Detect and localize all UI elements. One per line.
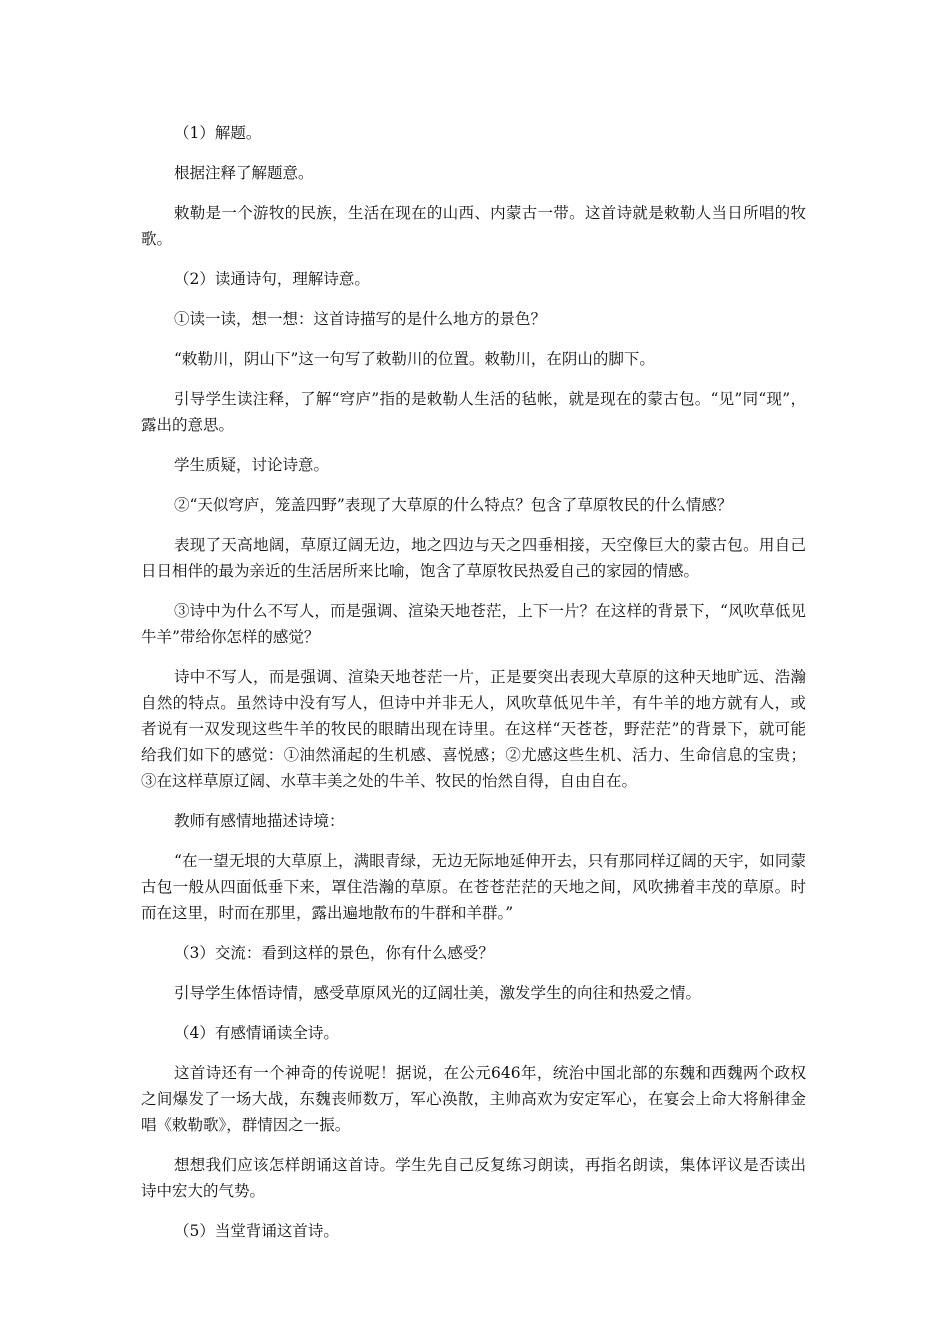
paragraph: 这首诗还有一个神奇的传说呢！据说，在公元646年，统治中国北部的东魏和西魏两个政权之间爆发了一场大战，东魏丧师数万，军心涣散，主帅高欢为安定军心，在宴会上命大将斛律金唱《敕勒歌》，群情因之一振。 xyxy=(141,1064,806,1134)
paragraph: 根据注释了解题意。 xyxy=(174,164,314,182)
paragraph: 引导学生体悟诗情，感受草原风光的辽阔壮美，激发学生的向往和热爱之情。 xyxy=(174,984,702,1002)
step-heading-2: （2）读通诗句，理解诗意。 xyxy=(174,270,370,288)
paragraph: 表现了天高地阔，草原辽阔无边，地之四边与天之四垂相接，天空像巨大的蒙古包。用自己日日相伴的最为亲近的生活居所来比喻，饱含了草原牧民热爱自己的家园的情感。 xyxy=(141,536,806,580)
step-heading-1: （1）解题。 xyxy=(174,124,262,142)
paragraph: 敕勒是一个游牧的民族，生活在现在的山西、内蒙古一带。这首诗就是敕勒人当日所唱的牧歌。 xyxy=(141,204,806,248)
paragraph: 想想我们应该怎样朗诵这首诗。学生先自己反复练习朗读，再指名朗读，集体评议是否读出诗中宏大的气势。 xyxy=(141,1156,806,1200)
question-2: ②“天似穹庐，笼盖四野”表现了大草原的什么特点？包含了草原牧民的什么情感？ xyxy=(174,496,733,514)
quoted-description: “在一望无垠的大草原上，满眼青绿，无边无际地延伸开去，只有那同样辽阔的天宇，如同蒙古包一般从四面低垂下来，罩住浩瀚的草原。在苍苍茫茫的天地之间，风吹拂着丰茂的草原。时而在这里，时而在那里，露出遍地散布的牛群和羊群。” xyxy=(141,852,806,922)
question-1: ①读一读，想一想：这首诗描写的是什么地方的景色？ xyxy=(174,310,547,328)
paragraph: 引导学生读注释，了解“穹庐”指的是敕勒人生活的毡帐，就是现在的蒙古包。“见”同“现”，露出的意思。 xyxy=(141,390,806,434)
paragraph: 诗中不写人，而是强调、渲染天地苍茫一片，正是要突出表现大草原的这种天地旷远、浩瀚自然的特点。虽然诗中没有写人，但诗中并非无人，风吹草低见牛羊，有牛羊的地方就有人，或者说有一双发现这些牛羊的牧民的眼睛出现在诗里。在这样“天苍苍，野茫茫”的背景下，就可能给我们如下的感觉：①油然涌起的生机感、喜悦感；②尤感这些生机、活力、生命信息的宝贵；③在这样草原辽阔、水草丰美之处的牛羊、牧民的怡然自得，自由自在。 xyxy=(141,668,806,790)
step-heading-5: （5）当堂背诵这首诗。 xyxy=(174,1222,339,1240)
step-heading-4: （4）有感情诵读全诗。 xyxy=(174,1024,339,1042)
step-heading-3: （3）交流：看到这样的景色，你有什么感受？ xyxy=(174,944,494,962)
paragraph: 教师有感情地描述诗境： xyxy=(174,812,345,830)
document-body xyxy=(141,120,806,1258)
paragraph: “敕勒川，阴山下”这一句写了敕勒川的位置。敕勒川，在阴山的脚下。 xyxy=(174,350,655,368)
question-3: ③诗中为什么不写人，而是强调、渲染天地苍茫，上下一片？在这样的背景下，“风吹草低见牛羊”带给你怎样的感觉？ xyxy=(141,602,806,646)
paragraph: 学生质疑，讨论诗意。 xyxy=(174,456,330,474)
